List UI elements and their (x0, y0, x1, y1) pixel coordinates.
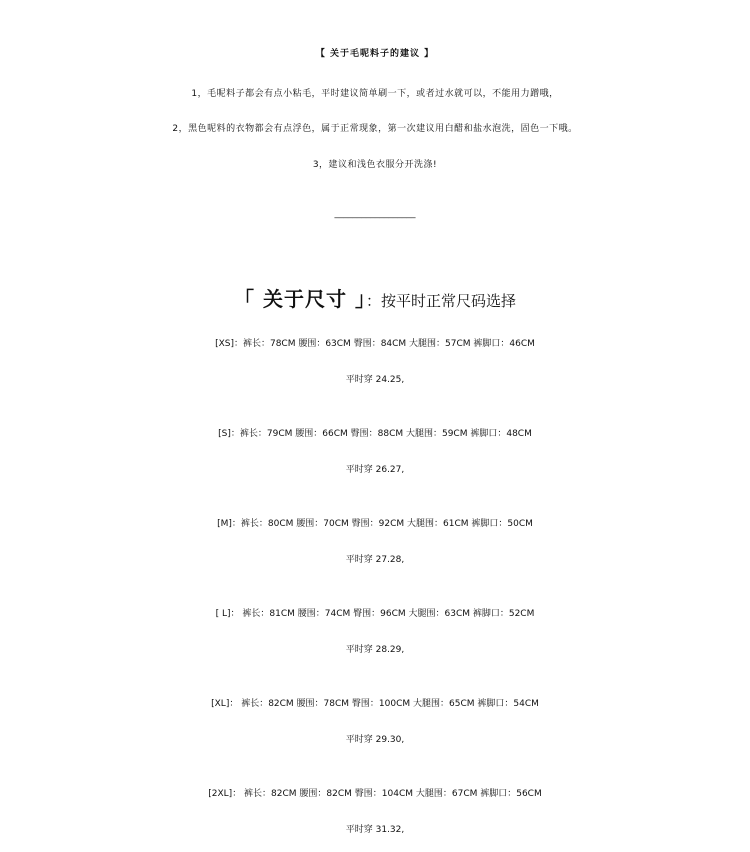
fabric-care-line-1: 1，毛呢料子都会有点小粘毛，平时建议简单刷一下，或者过水就可以，不能用力蹭哦， (191, 89, 559, 99)
size-usual-l: 平时穿 28.29, (345, 645, 405, 655)
size-usual-m: 平时穿 27.28, (345, 555, 405, 565)
size-row-s: [S]：裤长：79CM 腰围：66CM 臀围：88CM 大腿围：59CM 裤脚口：48CM (218, 429, 532, 439)
size-row-m: [M]：裤长：80CM 腰围：70CM 臀围：92CM 大腿围：61CM 裤脚口：50CM (217, 519, 533, 529)
fabric-care-title: 【 关于毛呢料子的建议 】 (315, 49, 435, 59)
size-usual-xs: 平时穿 24.25, (345, 375, 405, 385)
size-title-row (0, 283, 750, 312)
section-divider: __________________ (334, 209, 416, 219)
fabric-care-line-3: 3，建议和浅色衣服分开洗涤! (312, 160, 438, 170)
size-usual-xl: 平时穿 29.30, (345, 735, 405, 745)
fabric-care-line-2: 2，黑色呢料的衣物都会有点浮色，属于正常现象，第一次建议用白醋和盐水泡洗，固色一下哦。 (172, 124, 578, 134)
size-usual-s: 平时穿 26.27, (345, 465, 405, 475)
size-row-xs: [XS]：裤长：78CM 腰围：63CM 臀围：84CM 大腿围：57CM 裤脚口：46CM (215, 339, 535, 349)
size-row-l: [ L]： 裤长：81CM 腰围：74CM 臀围：96CM 大腿围：63CM 裤脚口：52CM (215, 609, 535, 619)
size-row-xl: [XL]： 裤长：82CM 腰围：78CM 臀围：100CM 大腿围：65CM 裤脚口：54CM (211, 699, 539, 709)
size-section-note: ：按平时正常尺码选择 (365, 292, 516, 310)
size-usual-2xl: 平时穿 31.32, (345, 825, 405, 835)
size-section-title: 「 关于尺寸 」 (234, 287, 366, 311)
size-row-2xl: [2XL]： 裤长：82CM 腰围：82CM 臀围：104CM 大腿围：67CM 裤脚口：56CM (208, 789, 542, 799)
